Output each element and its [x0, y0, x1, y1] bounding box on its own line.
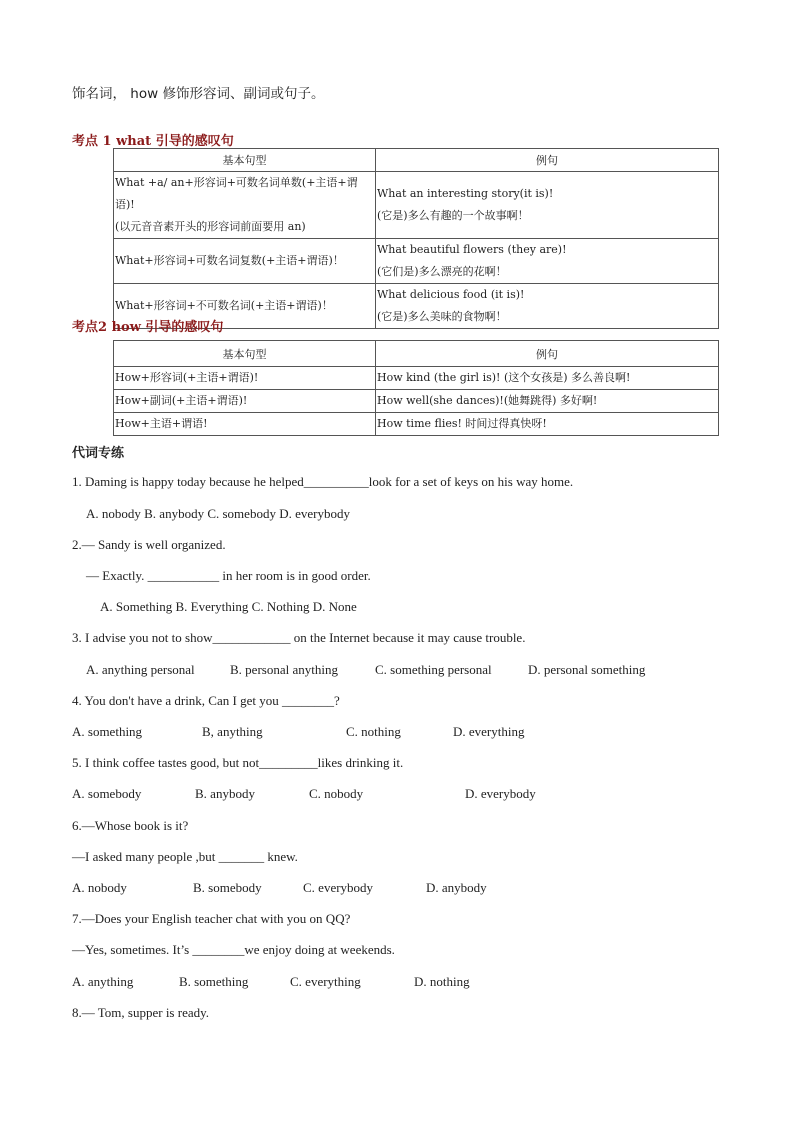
table-header-row [114, 341, 719, 367]
example-zh: (它们是)多么漂亮的花啊！ [377, 265, 507, 278]
table-row [114, 413, 719, 436]
q5-option-c: C. nobody [309, 786, 364, 801]
pattern-cell: How+副词(+主语+谓语)! [114, 390, 376, 413]
question-7: 7.—Does your English teacher chat with you on QQ? [72, 911, 351, 926]
table-header-row [114, 149, 719, 172]
example-en: What an interesting story(it is)! [377, 187, 554, 200]
q5-option-b: B. anybody [195, 786, 255, 801]
how-exclamation-table [113, 340, 719, 436]
pattern-cell: How+主语+谓语! [114, 413, 376, 436]
table-row [114, 390, 719, 413]
header-example: 例句 [376, 341, 719, 367]
question-6: 6.—Whose book is it? [72, 818, 189, 833]
table-row [114, 172, 719, 239]
question-2: 2.— Sandy is well organized. [72, 537, 226, 552]
q2-options: A. Something B. Everything C. Nothing D. None [100, 599, 357, 614]
intro-text: 饰名词， how 修饰形容词、副词或句子。 [72, 86, 325, 102]
q1-options: A. nobody B. anybody C. somebody D. everybody [86, 506, 350, 521]
table-row [114, 239, 719, 284]
question-8: 8.— Tom, supper is ready. [72, 1005, 210, 1020]
q7-option-b: B. something [179, 974, 249, 989]
example-zh: (它是)多么有趣的一个故事啊！ [377, 209, 529, 222]
example-cell [376, 239, 719, 284]
q3-option-c: C. something personal [375, 662, 492, 677]
q4-option-d: D. everything [453, 724, 525, 739]
practice-title: 代词专练 [72, 446, 125, 461]
pattern-cell: What+形容词+不可数名词(+主语+谓语)！ [114, 284, 376, 329]
q6-option-a: A. nobody [72, 880, 127, 895]
section1-heading: 考点 1 what 引导的感叹句 [72, 134, 234, 149]
example-cell: How kind (the girl is)! (这个女孩是) 多么善良啊! [376, 367, 719, 390]
pattern-note: (以元音音素开头的形容词前面要用 an) [115, 220, 306, 233]
example-cell [376, 284, 719, 329]
pattern-cell [114, 172, 376, 239]
q5-option-a: A. somebody [72, 786, 142, 801]
question-4: 4. You don't have a drink, Can I get you ________? [72, 693, 340, 708]
question-3: 3. I advise you not to show____________ on the Internet because it may cause trouble. [72, 630, 526, 645]
q3-option-b: B. personal anything [230, 662, 338, 677]
q4-option-b: B, anything [202, 724, 263, 739]
header-basic-pattern: 基本句型 [114, 341, 376, 367]
question-1: 1. Daming is happy today because he helped__________look for a set of keys on his way home. [72, 474, 574, 489]
question-5: 5. I think coffee tastes good, but not_________likes drinking it. [72, 755, 404, 770]
header-example: 例句 [376, 149, 719, 172]
q7-option-c: C. everything [290, 974, 361, 989]
q3-option-a: A. anything personal [86, 662, 195, 677]
example-cell: How well(she dances)!(她舞跳得) 多好啊! [376, 390, 719, 413]
example-cell [376, 172, 719, 239]
question-7-reply: —Yes, sometimes. It’s ________we enjoy doing at weekends. [72, 942, 395, 957]
what-exclamation-table [113, 148, 719, 329]
section2-heading: 考点2 how 引导的感叹句 [72, 320, 224, 335]
question-6-reply: —I asked many people ,but _______ knew. [72, 849, 298, 864]
q4-option-a: A. something [72, 724, 143, 739]
question-2-reply: — Exactly. ___________ in her room is in good order. [86, 568, 371, 583]
q7-option-a: A. anything [72, 974, 134, 989]
q6-option-c: C. everybody [303, 880, 374, 895]
q3-option-d: D. personal something [528, 662, 646, 677]
example-cell: How time flies! 时间过得真快呀! [376, 413, 719, 436]
q4-option-c: C. nothing [346, 724, 401, 739]
example-en: What beautiful flowers (they are)! [377, 243, 567, 256]
pattern-text: What +a/ an+形容词+可数名词单数(+主语+谓语)! [115, 176, 358, 211]
example-zh: (它是)多么美味的食物啊！ [377, 310, 507, 323]
q6-option-b: B. somebody [193, 880, 262, 895]
q5-option-d: D. everybody [465, 786, 536, 801]
pattern-cell: How+形容词(+主语+谓语)! [114, 367, 376, 390]
q6-option-d: D. anybody [426, 880, 487, 895]
example-en: What delicious food (it is)! [377, 288, 525, 301]
table-row [114, 367, 719, 390]
q7-option-d: D. nothing [414, 974, 470, 989]
pattern-cell: What+形容词+可数名词复数(+主语+谓语)！ [114, 239, 376, 284]
header-basic-pattern: 基本句型 [114, 149, 376, 172]
